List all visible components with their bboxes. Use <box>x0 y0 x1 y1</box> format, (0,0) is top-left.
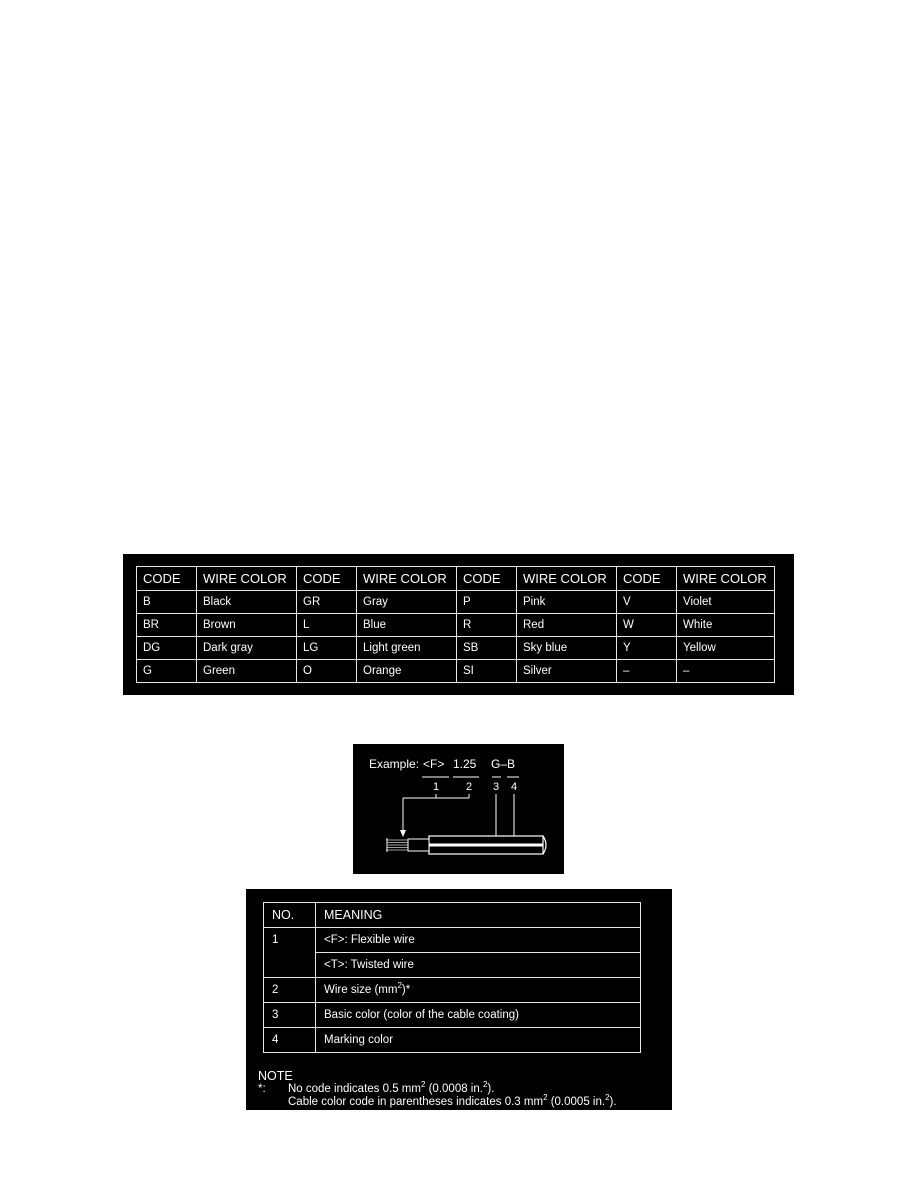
note-block <box>258 1070 617 1109</box>
header-cell: CODE <box>617 567 677 591</box>
example-flex-code: <F> <box>423 757 445 771</box>
note-line-2 <box>258 1093 617 1109</box>
note-text: (0.0008 in. <box>425 1083 483 1095</box>
code-cell: O <box>297 660 357 683</box>
table-row <box>264 928 641 953</box>
note-text: No code indicates 0.5 mm <box>288 1083 421 1095</box>
wire-size-text: Wire size (mm <box>324 984 398 996</box>
code-cell: SB <box>457 637 517 660</box>
note-text: ). <box>609 1096 617 1108</box>
superscript: 2 <box>420 1080 426 1090</box>
row-meaning <box>316 978 641 1003</box>
superscript: 2 <box>482 1080 488 1090</box>
row-number: 3 <box>264 1003 316 1028</box>
note-asterisk: *: <box>258 1083 266 1095</box>
table-header-row <box>264 903 641 928</box>
superscript: 2 <box>605 1093 610 1103</box>
marker-3: 3 <box>493 781 500 793</box>
header-cell: CODE <box>297 567 357 591</box>
note-line-1 <box>258 1080 617 1096</box>
color-cell: Violet <box>677 591 775 614</box>
color-cell: White <box>677 614 775 637</box>
color-cell: Silver <box>517 660 617 683</box>
marker-4: 4 <box>511 781 518 793</box>
row-meaning: <F>: Flexible wire <box>316 928 641 953</box>
marker-2: 2 <box>466 781 473 793</box>
color-cell: Green <box>197 660 297 683</box>
row-meaning: Basic color (color of the cable coating) <box>316 1003 641 1028</box>
superscript: 2 <box>397 981 402 991</box>
wire-example-panel <box>353 744 564 874</box>
row-meaning: Marking color <box>316 1028 641 1053</box>
color-cell: Yellow <box>677 637 775 660</box>
color-cell: Sky blue <box>517 637 617 660</box>
header-cell: WIRE COLOR <box>197 567 297 591</box>
wire-size-suffix: )* <box>401 984 411 996</box>
color-cell: Pink <box>517 591 617 614</box>
header-no: NO. <box>264 903 316 928</box>
wire-code-meaning-table <box>263 902 641 1053</box>
header-cell: WIRE COLOR <box>357 567 457 591</box>
example-color-code: G–B <box>491 757 516 771</box>
code-cell: – <box>617 660 677 683</box>
code-cell: V <box>617 591 677 614</box>
code-cell: Y <box>617 637 677 660</box>
color-cell: Black <box>197 591 297 614</box>
code-cell: SI <box>457 660 517 683</box>
header-cell: CODE <box>457 567 517 591</box>
table-row <box>264 978 641 1003</box>
color-cell: – <box>677 660 775 683</box>
color-cell: Light green <box>357 637 457 660</box>
note-text: Cable color code in parentheses indicates 0.3 mm <box>288 1096 544 1108</box>
code-cell: DG <box>137 637 197 660</box>
code-cell: LG <box>297 637 357 660</box>
color-cell: Brown <box>197 614 297 637</box>
header-cell: WIRE COLOR <box>517 567 617 591</box>
marker-1: 1 <box>433 781 440 793</box>
table-row <box>137 591 775 614</box>
code-cell: GR <box>297 591 357 614</box>
code-cell: P <box>457 591 517 614</box>
row-meaning: <T>: Twisted wire <box>316 953 641 978</box>
header-cell: CODE <box>137 567 197 591</box>
note-text: (0.0005 in. <box>547 1096 606 1108</box>
wire-example-diagram <box>353 744 564 874</box>
code-cell: R <box>457 614 517 637</box>
example-size-code: 1.25 <box>453 757 477 771</box>
note-title: NOTE <box>258 1069 293 1083</box>
header-cell: WIRE COLOR <box>677 567 775 591</box>
row-number: 2 <box>264 978 316 1003</box>
color-cell: Orange <box>357 660 457 683</box>
header-meaning: MEANING <box>316 903 641 928</box>
table-header-row <box>137 567 775 591</box>
table-row <box>264 953 641 978</box>
table-row <box>264 1003 641 1028</box>
superscript: 2 <box>543 1093 548 1103</box>
code-cell: G <box>137 660 197 683</box>
table-row <box>137 660 775 683</box>
color-cell: Blue <box>357 614 457 637</box>
wire-color-code-panel <box>123 554 794 695</box>
table-row <box>137 637 775 660</box>
example-label: Example: <box>369 757 420 771</box>
wire-color-code-table <box>136 566 775 683</box>
color-cell: Gray <box>357 591 457 614</box>
cable-drawing <box>386 836 546 854</box>
table-row <box>137 614 775 637</box>
code-cell: W <box>617 614 677 637</box>
leader-lines <box>403 794 514 840</box>
code-cell: B <box>137 591 197 614</box>
table-row <box>264 1028 641 1053</box>
color-cell: Dark gray <box>197 637 297 660</box>
code-cell: L <box>297 614 357 637</box>
code-cell: BR <box>137 614 197 637</box>
note-text: ). <box>487 1083 495 1095</box>
wire-code-meaning-panel <box>246 889 672 1110</box>
row-number: 1 <box>264 928 316 978</box>
row-number: 4 <box>264 1028 316 1053</box>
color-cell: Red <box>517 614 617 637</box>
